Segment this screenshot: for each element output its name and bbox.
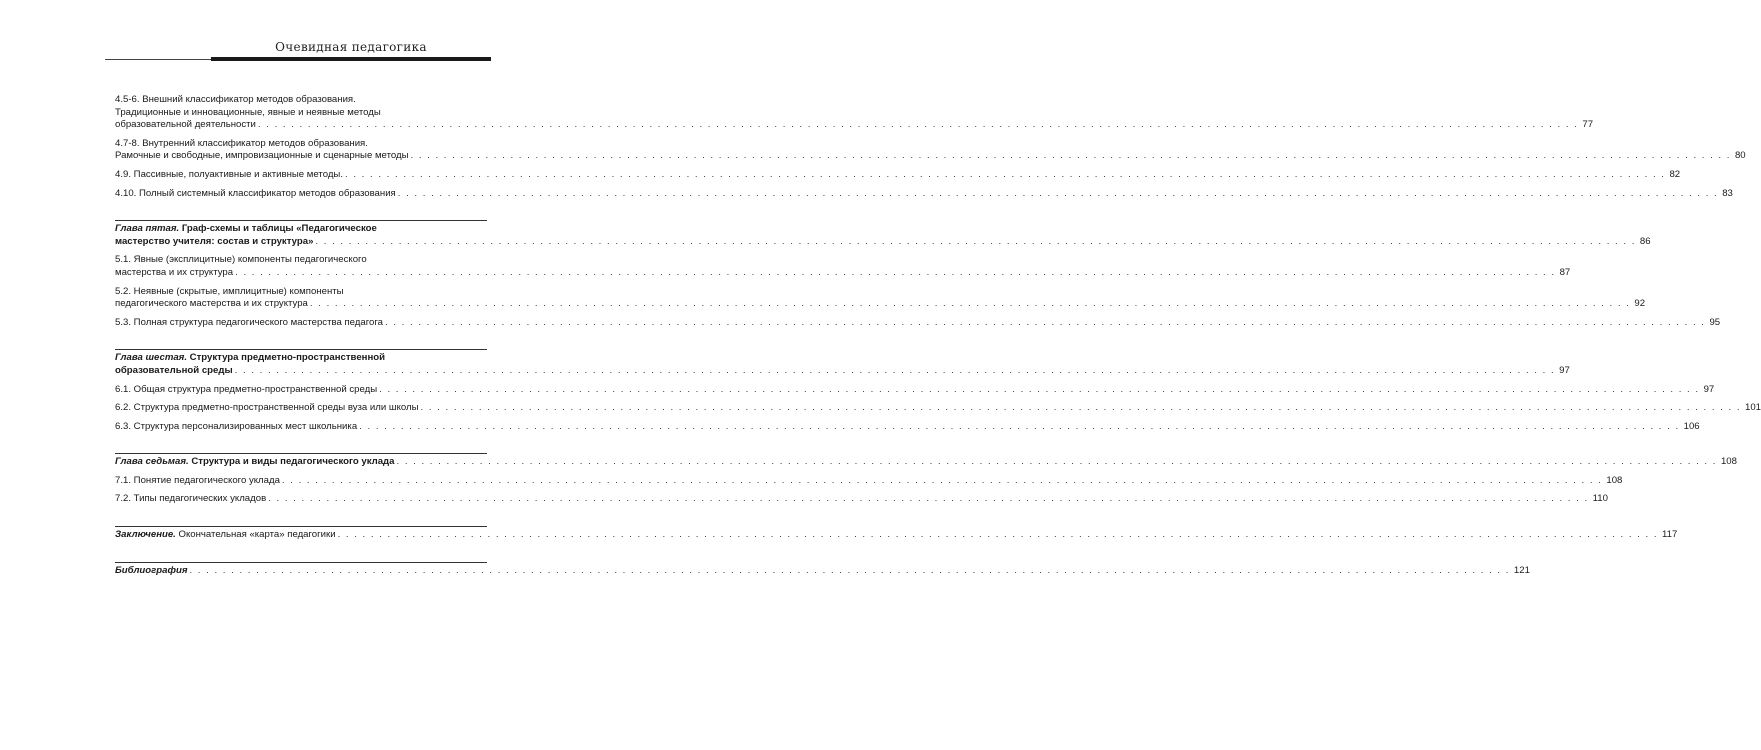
conclusion-title: Окончательная «карта» педагогики [175,529,336,541]
toc-entry[interactable] [115,420,1700,434]
toc-page-number: 117 [1662,529,1678,541]
toc-chapter-entry[interactable] [115,456,1737,469]
dot-leader [315,236,1635,249]
dot-leader [258,119,1578,132]
toc-entry-text: Рамочные и свободные, импровизационные и сценарные методы [115,150,409,162]
chapter-divider [115,562,487,563]
chapter-divider [115,349,487,350]
dot-leader [268,493,1588,506]
chapter-title: образовательной среды [115,364,233,376]
toc-chapter-entry[interactable] [115,352,1570,377]
chapter-divider [115,526,487,527]
toc-entry[interactable] [115,187,1733,201]
toc-entry-text: мастерства и их структура [115,266,234,278]
toc-page-number: 97 [1703,383,1715,395]
dot-leader [235,267,1555,280]
toc-page-number: 83 [1722,187,1733,199]
toc-conclusion-entry[interactable] [115,529,1678,542]
toc-entry[interactable] [115,137,1746,163]
dot-leader [410,150,1730,163]
toc-entry[interactable] [115,493,1608,506]
toc-chapter-entry[interactable] [115,223,1651,248]
toc-page-number: 121 [1513,564,1530,576]
chapter-title: Структура предметно-пространственной [187,352,386,364]
toc-page-number: 101 [1745,402,1761,414]
chapter-title: Граф-схемы и таблицы «Педагогическое [179,223,377,235]
header-rule-thick [211,57,491,61]
conclusion-label: Заключение. [115,529,176,541]
dot-leader [345,169,1665,182]
dot-leader [421,402,1741,415]
toc-entry[interactable] [115,383,1715,397]
toc-entry-text: Традиционные и инновационные, явные и неявные методы [115,106,381,118]
toc-entry-text: 4.7-8. Внутренний классификатор методов образования. [115,137,368,149]
toc-page-number: 86 [1639,235,1651,247]
toc-entry[interactable] [115,94,1594,132]
toc-entry-text: образовательной деятельности [115,119,256,131]
running-header [105,40,491,60]
toc-entry[interactable] [115,254,1571,279]
dot-leader [235,365,1555,378]
toc-entry-text: 7.1. Понятие педагогического уклада [115,474,280,486]
dot-leader [359,421,1679,434]
dot-leader [398,188,1718,201]
toc-entry-text: 4.9. Пассивные, полуактивные и активные методы. [115,168,343,180]
toc-page-number: 77 [1582,119,1594,131]
toc-page-number: 110 [1592,493,1608,505]
dot-leader [379,384,1699,397]
toc-entry[interactable] [115,402,1761,415]
toc-page-number: 92 [1634,298,1646,310]
dot-leader [310,298,1630,311]
toc-entry-text: 5.1. Явные (эксплицитные) компоненты педагогического [115,254,367,266]
dot-leader [396,456,1716,469]
table-of-contents [115,94,1761,583]
toc-bibliography-entry[interactable] [115,564,1530,578]
dot-leader [385,317,1705,330]
chapter-label: Глава пятая. [115,223,180,235]
toc-page-number: 95 [1709,316,1721,328]
toc-page-number: 97 [1559,364,1570,376]
toc-entry-text: 6.2. Структура предметно-пространственной среды вуза или школы [115,402,419,414]
toc-entry[interactable] [115,168,1681,182]
toc-entry-text: 4.10. Полный системный классификатор методов образования [115,187,396,199]
chapter-label: Глава шестая. [115,352,187,364]
toc-page-number: 80 [1734,150,1746,162]
chapter-title: Структура и виды педагогического уклада [188,456,395,468]
toc-entry-text: 6.1. Общая структура предметно-пространственной среды [115,383,378,395]
bibliography-label: Библиография [115,564,188,576]
toc-page-number: 108 [1720,456,1737,468]
toc-entry-text: 6.3. Структура персонализированных мест школьника [115,420,358,432]
toc-entry-text: 4.5-6. Внешний классификатор методов образования. [115,94,356,105]
chapter-divider [115,453,487,454]
running-header-title: Очевидная педагогика [275,40,427,54]
toc-page-number: 82 [1669,168,1681,180]
toc-entry-text: 5.2. Неявные (скрытые, имплицитные) компоненты [115,285,344,297]
toc-entry[interactable] [115,316,1721,330]
chapter-label: Глава седьмая. [115,456,189,468]
dot-leader [282,475,1602,488]
dot-leader [338,529,1658,542]
chapter-title: мастерство учителя: состав и структура» [115,235,314,247]
chapter-divider [115,220,487,221]
toc-entry-text: 5.3. Полная структура педагогического мастерства педагога [115,316,383,328]
toc-entry[interactable] [115,474,1623,488]
toc-entry-text: педагогического мастерства и их структура [115,298,308,310]
toc-entry-text: 7.2. Типы педагогических укладов [115,493,267,505]
toc-page-number: 106 [1683,420,1700,432]
toc-entry[interactable] [115,285,1646,311]
toc-page-number: 108 [1606,474,1623,486]
toc-page-number: 87 [1559,266,1571,278]
dot-leader [189,565,1509,578]
